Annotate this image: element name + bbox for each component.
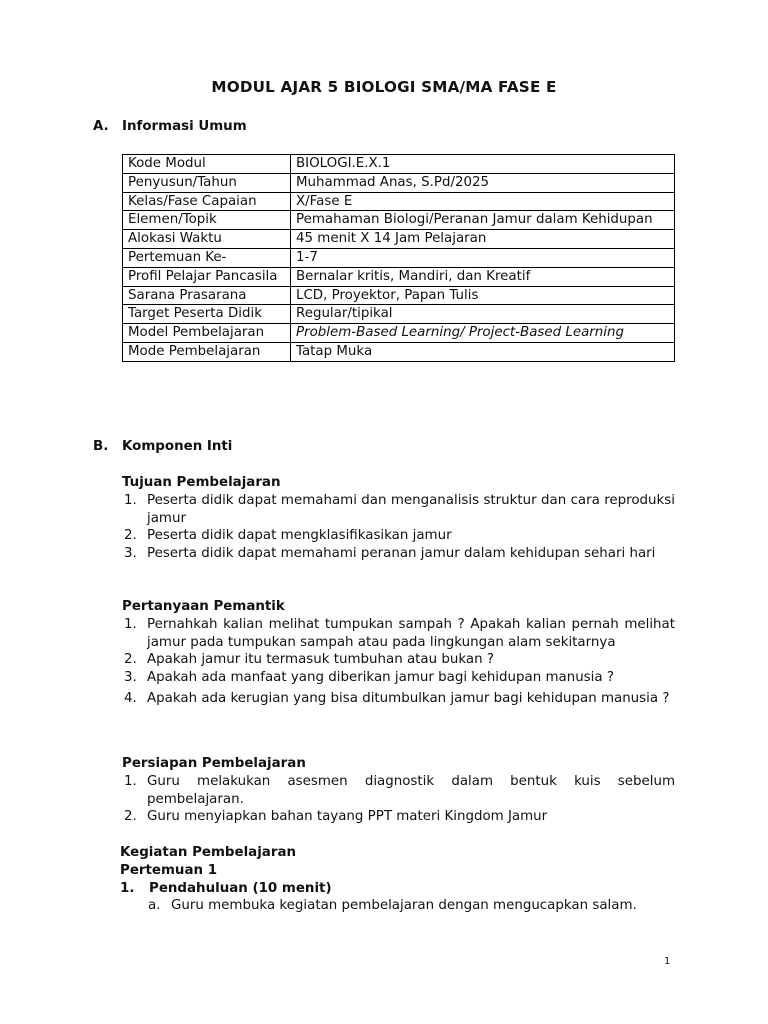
list-item: a. Guru membuka kegiatan pembelajaran dengan mengucapkan salam. <box>148 898 637 914</box>
tujuan-list <box>122 492 675 563</box>
persiapan-list <box>122 773 675 826</box>
table-key-cell: Mode Pembelajaran <box>123 342 291 361</box>
table-row <box>123 267 675 286</box>
table-value-cell: Bernalar kritis, Mandiri, dan Kreatif <box>291 267 675 286</box>
list-item: 2. Apakah jamur itu termasuk tumbuhan atau bukan ? <box>124 652 494 668</box>
list-item: 1. Peserta didik dapat memahami dan menganalisis struktur dan cara reproduksi jamur <box>124 492 675 526</box>
table-key-cell: Sarana Prasarana <box>123 286 291 305</box>
pemantik-heading: Pertanyaan Pemantik <box>122 599 285 614</box>
table-key-cell: Pertemuan Ke- <box>123 248 291 267</box>
step-number: 1. <box>120 880 135 896</box>
tujuan-heading: Tujuan Pembelajaran <box>122 475 281 490</box>
section-b-letter: B. <box>93 439 109 454</box>
list-item: 1. Guru melakukan asesmen diagnostik dalam bentuk kuis sebelum pembelajaran. <box>124 773 675 807</box>
table-value-cell: Pemahaman Biologi/Peranan Jamur dalam Kehidupan <box>291 211 675 230</box>
table-value-cell: Tatap Muka <box>291 342 675 361</box>
table-value-cell: Problem-Based Learning/ Project-Based Learning <box>291 324 675 343</box>
kegiatan-section <box>120 844 673 915</box>
meeting-heading: Pertemuan 1 <box>120 862 218 878</box>
step-heading <box>120 880 673 898</box>
table-key-cell: Target Peserta Didik <box>123 305 291 324</box>
section-b-label: Komponen Inti <box>122 439 233 454</box>
tujuan-section <box>122 474 675 563</box>
table-row <box>123 192 675 211</box>
table-row <box>123 248 675 267</box>
step-sub-list <box>120 897 673 915</box>
kegiatan-heading: Kegiatan Pembelajaran <box>120 845 297 860</box>
info-table <box>122 154 675 362</box>
document-title: MODUL AJAR 5 BIOLOGI SMA/MA FASE E <box>211 78 557 96</box>
table-value-cell: 45 menit X 14 Jam Pelajaran <box>291 230 675 249</box>
list-item: 2. Guru menyiapkan bahan tayang PPT materi Kingdom Jamur <box>124 809 548 825</box>
table-row <box>123 286 675 305</box>
list-item: 3. Peserta didik dapat memahami peranan jamur dalam kehidupan sehari hari <box>124 546 656 562</box>
table-key-cell: Penyusun/Tahun <box>123 173 291 192</box>
table-key-cell: Alokasi Waktu <box>123 230 291 249</box>
table-row <box>123 305 675 324</box>
list-item: 2. Peserta didik dapat mengklasifikasikan jamur <box>124 528 452 544</box>
section-a-label: Informasi Umum <box>122 119 247 134</box>
table-key-cell: Kelas/Fase Capaian <box>123 192 291 211</box>
section-a-letter: A. <box>93 119 109 134</box>
table-key-cell: Profil Pelajar Pancasila <box>123 267 291 286</box>
table-value-cell: Muhammad Anas, S.Pd/2025 <box>291 173 675 192</box>
table-key-cell: Model Pembelajaran <box>123 324 291 343</box>
table-row <box>123 342 675 361</box>
list-item: 4. Apakah ada kerugian yang bisa ditumbulkan jamur bagi kehidupan manusia ? <box>124 690 670 706</box>
table-key-cell: Elemen/Topik <box>123 211 291 230</box>
table-row <box>123 230 675 249</box>
table-value-cell: X/Fase E <box>291 192 675 211</box>
pemantik-list <box>122 616 675 708</box>
table-row <box>123 211 675 230</box>
persiapan-heading: Persiapan Pembelajaran <box>122 756 306 771</box>
list-item: 1. Pernahkah kalian melihat tumpukan sampah ? Apakah kalian pernah melihat jamur pada tumpukan sampah atau pada lingkungan alam sekitarnya <box>124 616 675 650</box>
table-row <box>123 173 675 192</box>
pemantik-section <box>122 598 675 708</box>
table-key-cell: Kode Modul <box>123 155 291 174</box>
table-row <box>123 155 675 174</box>
page-number: 1 <box>664 956 671 967</box>
table-value-cell: BIOLOGI.E.X.1 <box>291 155 675 174</box>
table-value-cell: Regular/tipikal <box>291 305 675 324</box>
persiapan-section <box>122 755 675 826</box>
list-item: 3. Apakah ada manfaat yang diberikan jamur bagi kehidupan manusia ? <box>124 670 614 686</box>
table-value-cell: 1-7 <box>291 248 675 267</box>
step-label: Pendahuluan (10 menit) <box>149 880 332 896</box>
table-row <box>123 324 675 343</box>
table-value-cell: LCD, Proyektor, Papan Tulis <box>291 286 675 305</box>
